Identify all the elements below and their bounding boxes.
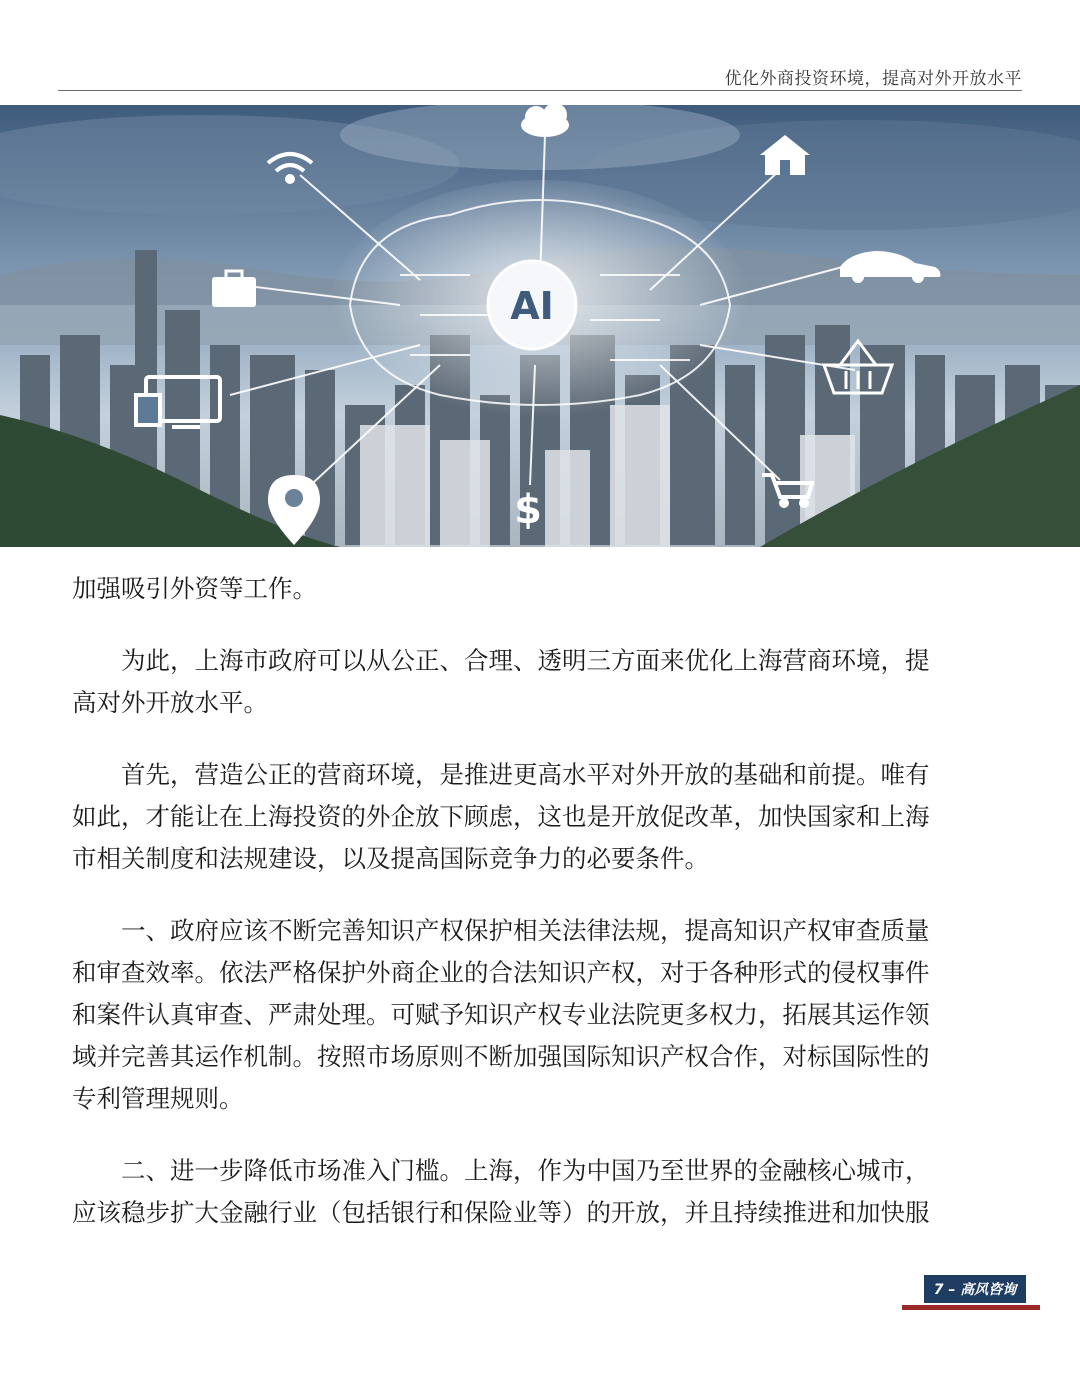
dollar-icon: $ [514, 487, 542, 533]
paragraph-fairness: 首先，营造公正的营商环境，是推进更高水平对外开放的基础和前提。唯有如此，才能让在上海投资的外企放下顾虑，这也是开放促改革，加快国家和上海市相关制度和法规建设，以及提高国际竞争力的必要条件。 [72, 760, 930, 873]
article-body [72, 568, 942, 1264]
header-divider [58, 90, 1022, 91]
paragraph-point-one: 一、政府应该不断完善知识产权保护相关法律法规，提高知识产权审查质量和审查效率。依法严格保护外商企业的合法知识产权，对于各种形式的侵权事件和案件认真审查、严肃处理。可赋予知识产权专业法院更多权力，拓展其运作领域并完善其运作机制。按照市场原则不断加强国际知识产权合作，对标国际性的专利管理规则。 [72, 916, 930, 1113]
hero-image [0, 105, 1080, 547]
ai-label: AI [510, 284, 554, 328]
cloud-icon [521, 105, 569, 137]
footer-accent-bar [902, 1305, 1040, 1310]
hero-illustration [0, 105, 1080, 547]
paragraph-intro: 为此，上海市政府可以从公正、合理、透明三方面来优化上海营商环境，提高对外开放水平。 [72, 646, 930, 717]
paragraph-continuation: 加强吸引外资等工作。 [72, 574, 317, 603]
page-number-badge: 7 – 高风咨询 [924, 1275, 1026, 1303]
running-header: 优化外商投资环境，提高对外开放水平 [724, 69, 1022, 89]
paragraph-point-two: 二、进一步降低市场准入门槛。上海，作为中国乃至世界的金融核心城市，应该稳步扩大金融行业（包括银行和保险业等）的开放，并且持续推进和加快服 [72, 1156, 930, 1227]
